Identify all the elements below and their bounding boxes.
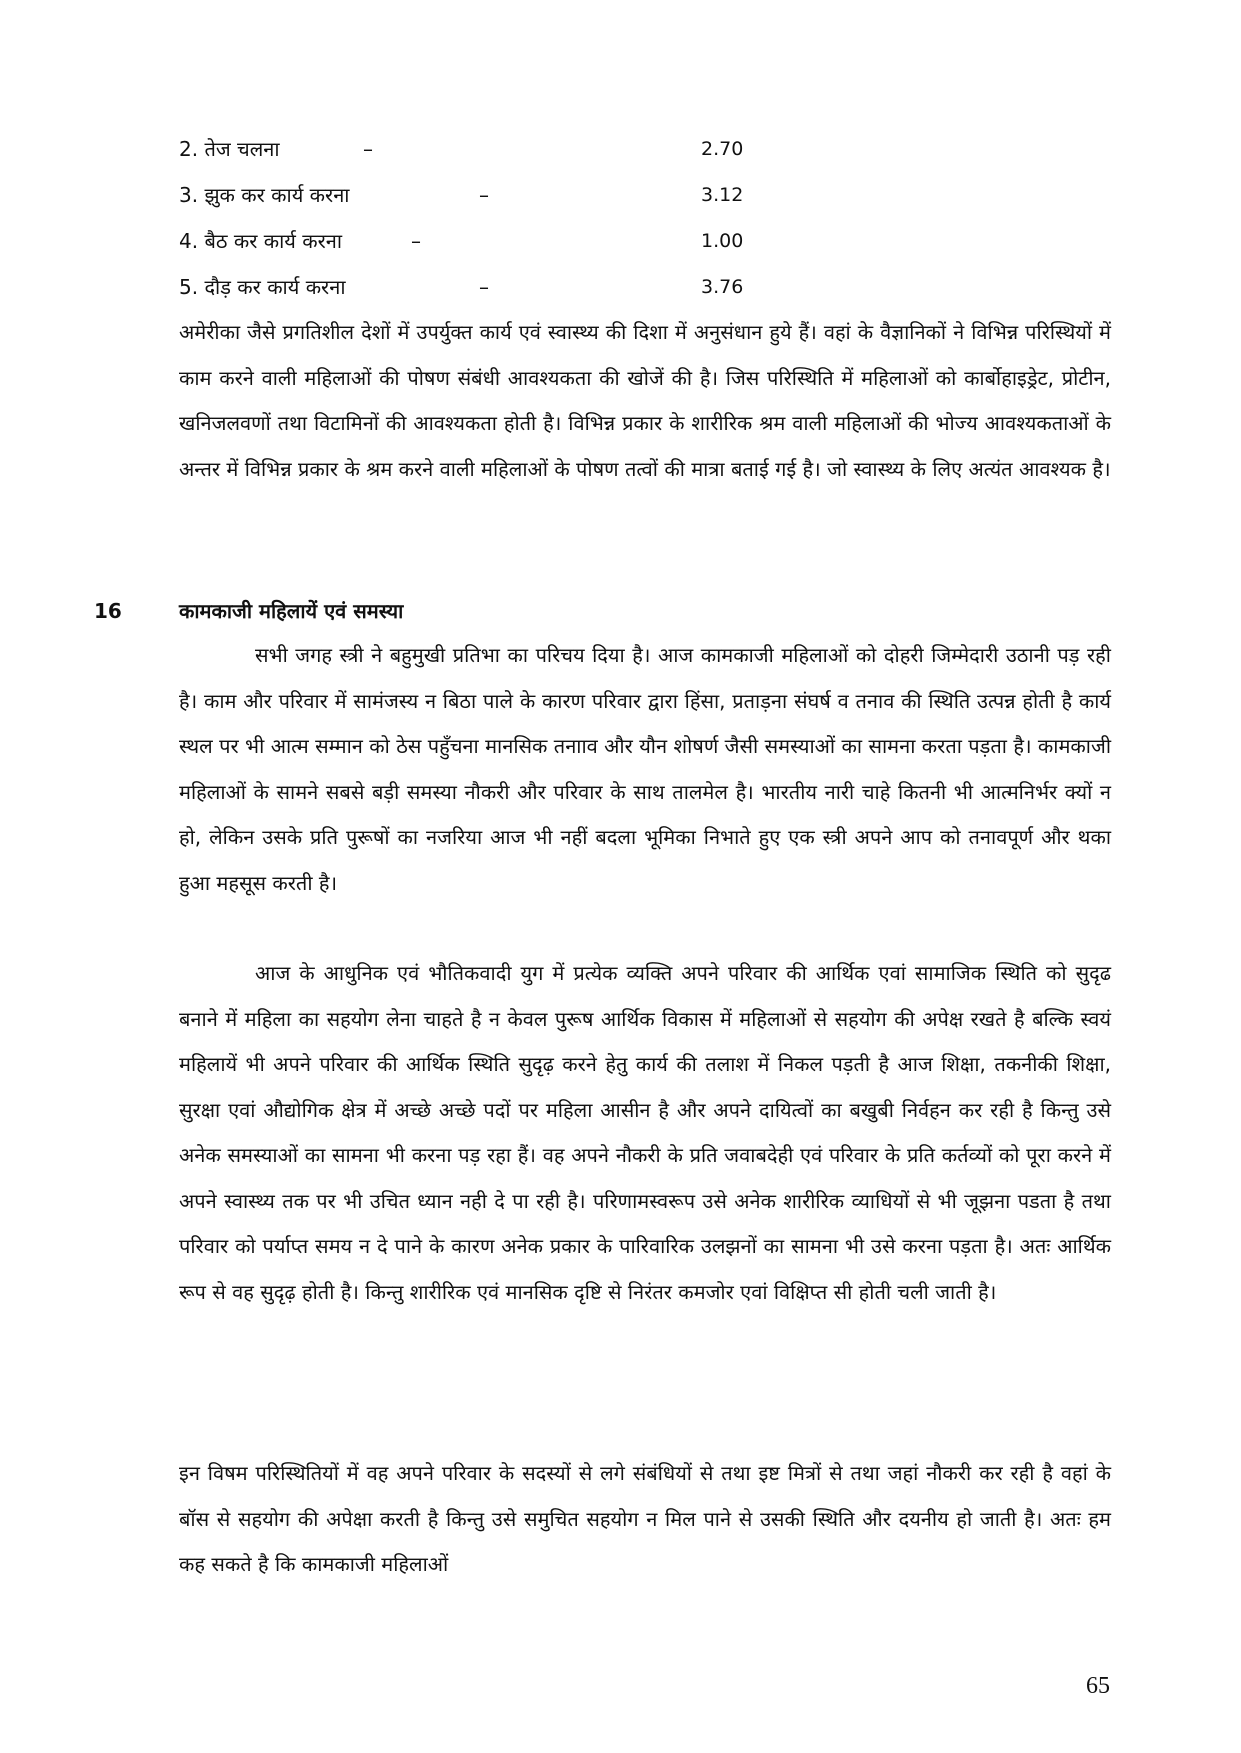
paragraph-working-women: सभी जगह स्त्री ने बहुमुखी प्रतिभा का परिचय दिया है। आज कामकाजी महिलाओं को दोहरी जिम्मेदारी उठानी पड़ रही है। काम और परिवार में सामंजस्य न बिठा पाले के कारण परिवार द्वारा हिंसा, प्रताड़ना संघर्ष व तनाव की स्थिति उत्पन्न होती है कार्य स्थल पर भी आत्म सम्मान को ठेस पहुँचना मानसिक तनााव और यौन शोषर्ण जैसी समस्याओं का सामना करता पड़ता है। कामकाजी महिलाओं के सामने सबसे बड़ी समस्या नौकरी और परिवार के साथ तालमेल है। भारतीय नारी चाहे कितनी भी आत्मनिर्भर क्यों न हो, लेकिन उसके प्रति पुरूषों का नजरिया आज भी नहीं बदला भूमिका निभाते हुए एक स्त्री अपने आप को तनावपूर्ण और थका हुआ महसूस करती है। (179, 643, 1111, 895)
paragraph-research: अमेरीका जैसे प्रगतिशील देशों में उपर्युक्त कार्य एवं स्वास्थ्य की दिशा में अनुसंधान हुये हैं। वहां के वैज्ञानिकों ने विभिन्न परिस्थियों में काम करने वाली महिलाओं की पोषण संबंधी आवश्यकता की खोजें की है। जिस परिस्थिति में महिलाओं को कार्बोहाइड्रेट, प्रोटीन, खनिजलवणों तथा विटामिनों की आवश्यकता होती है। विभिन्न प्रकार के शारीरिक श्रम वाली महिलाओं की भोज्य आवश्यकताओं के अन्तर में विभिन्न प्रकार के श्रम करने वाली महिलाओं के पोषण तत्वों की मात्रा बताई गई है। जो स्वास्थ्य के लिए अत्यंत आवश्यक है। (179, 320, 1111, 481)
list-item-dash: – (411, 229, 421, 253)
page-number: 65 (1086, 1673, 1110, 1699)
list-item-value: 2.70 (701, 138, 744, 160)
list-item-label: 3. झुक कर कार्य करना (179, 183, 350, 207)
paragraph-adverse-conditions: इन विषम परिस्थितियों में वह अपने परिवार के सदस्यों से लगे संबंधियों से तथा इष्ट मित्रों से तथा जहां नौकरी कर रही है वहां के बॉस से सहयोग की अपेक्षा करती है किन्तु उसे समुचित सहयोग न मिल पाने से उसकी स्थिति और दयनीय हो जाती है। अतः हम कह सकते है कि कामकाजी महिलाओं (179, 1461, 1111, 1576)
list-item-value: 1.00 (701, 230, 744, 252)
list-item-dash: – (363, 137, 373, 161)
list-item (179, 218, 879, 264)
list-item-dash: – (479, 275, 489, 299)
list-item (179, 172, 879, 218)
activity-value-list (179, 126, 879, 310)
list-item-label: 4. बैठ कर कार्य करना (179, 229, 343, 253)
section-title: कामकाजी महिलायें एवं समस्या (179, 599, 404, 623)
section-number: 16 (94, 599, 122, 623)
list-item (179, 264, 879, 310)
list-item-value: 3.76 (701, 276, 744, 298)
paragraph-modern-era: आज के आधुनिक एवं भौतिकवादी युग में प्रत्येक व्यक्ति अपने परिवार की आर्थिक एवां सामाजिक स्थिति को सुदृढ बनाने में महिला का सहयोग लेना चाहते है न केवल पुरूष आर्थिक विकास में महिलाओं से सहयोग की अपेक्ष रखते है बल्कि स्वयं महिलायें भी अपने परिवार की आर्थिक स्थिति सुदृढ़ करने हेतु कार्य की तलाश में निकल पड़ती है आज शिक्षा, तकनीकी शिक्षा, सुरक्षा एवां औद्योगिक क्षेत्र में अच्छे अच्छे पदों पर महिला आसीन है और अपने दायित्वों का बखुबी निर्वहन कर रही है किन्तु उसे अनेक समस्याओं का सामना भी करना पड़ रहा हैं। वह अपने नौकरी के प्रति जवाबदेही एवं परिवार के प्रति कर्तव्यों को पूरा करने में अपने स्वास्थ्य तक पर भी उचित ध्यान नही दे पा रही है। परिणामस्वरूप उसे अनेक शारीरिक व्याधियों से भी जूझना पडता है तथा परिवार को पर्याप्त समय न दे पाने के कारण अनेक प्रकार के पारिवारिक उलझनों का सामना भी उसे करना पड़ता है। अतः आर्थिक रूप से वह सुदृढ़ होती है। किन्तु शारीरिक एवं मानसिक दृष्टि से निरंतर कमजोर एवां विक्षिप्त सी होती चली जाती है। (179, 961, 1111, 1304)
list-item-label: 5. दौड़ कर कार्य करना (179, 275, 346, 299)
section-heading (94, 589, 1094, 633)
list-item (179, 126, 879, 172)
list-item-label: 2. तेज चलना (179, 137, 280, 161)
list-item-dash: – (479, 183, 489, 207)
list-item-value: 3.12 (701, 184, 744, 206)
